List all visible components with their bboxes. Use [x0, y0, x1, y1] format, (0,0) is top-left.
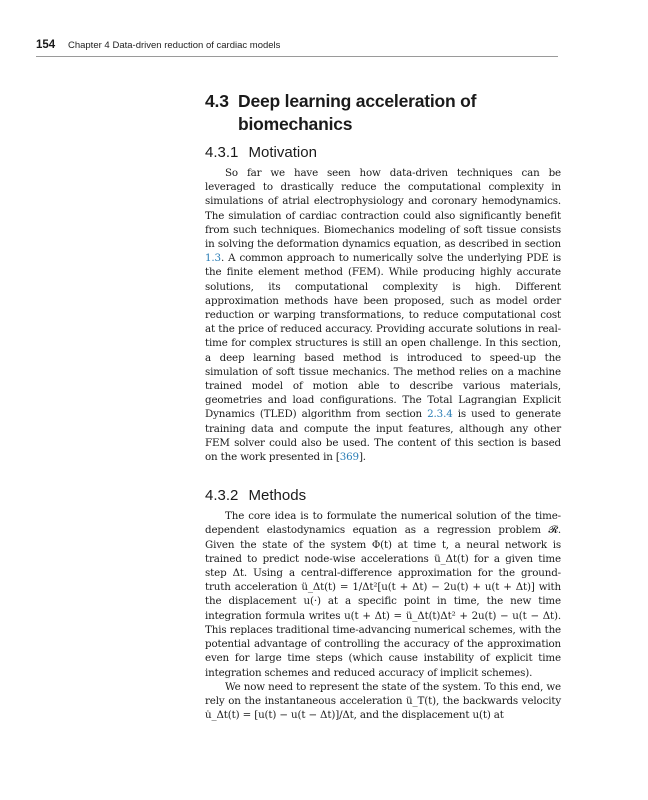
methods-paragraph-1: The core idea is to formulate the numerical solution of the time-dependent elastodynamics equation as a regression problem 𝓡. Given the state of the system Φ(t) at time t, a neural network is trained to predict node-wise accelerations ü_Δt(t) for a given time step Δt. Using a central-difference approximation for the ground-truth acceleration ü_Δt(t) = 1/Δt²[u(t + Δt) − 2u(t) + u(t + Δt)] with the displacement u(·) at a specific point in time, the new time integration formula writes u(t + Δt) = ü_Δt(t)Δt² + 2u(t) − u(t − Δt). This replaces traditional time-advancing numerical schemes, with the potential advantage of controlling the accuracy of the approximation even for large time steps (which cause instability of explicit time integration schemes and reduced accuracy of implicit schemes). — [205, 510, 561, 679]
subsection-heading-motivation — [205, 143, 561, 163]
section-title-line1: Deep learning acceleration of — [238, 91, 477, 111]
subsection-heading-methods — [205, 486, 561, 506]
subsection-number: 4.3.1 — [205, 144, 239, 161]
chapter-title: Data-driven reduction of cardiac models — [112, 40, 281, 51]
motivation-text-d: ]. — [358, 451, 366, 464]
section-title-line2: biomechanics — [238, 114, 353, 134]
motivation-paragraph — [205, 166, 561, 464]
section-reference-link[interactable]: 1.3 — [205, 252, 221, 265]
page-number: 154 — [36, 39, 56, 51]
methods-paragraph-2: We now need to represent the state of the system. To this end, we rely on the instantaneous acceleration ü_T(t), the backwards velocity u̇_Δt(t) = [u(t) − u(t − Δt)]/Δt, and the displacement u(t) at — [205, 680, 561, 722]
text-column — [205, 90, 561, 722]
subsection-number: 4.3.2 — [205, 487, 239, 505]
motivation-text-a: So far we have seen how data-driven techniques can be leveraged to drastically reduce the computational complexity in simulations of atrial electrophysiology and coronary hemodynamics. The simulation of cardiac contraction could also significantly benefit from such techniques. Biomechanics modeling of soft tissue consists in solving the deformation dynamics equation, as described in section — [205, 167, 561, 251]
chapter-label: Chapter 4 — [67, 40, 110, 51]
motivation-text-c: is used to generate training data and compute the input features, although any other FEM solver could also be used. The content of this section is based on the work presented in [ — [205, 408, 561, 464]
motivation-text-b: . A common approach to numerically solve the underlying PDE is the finite element method (FEM). While producing highly accurate solutions, its computational complexity is high. Different approximation methods have been proposed, such as model order reduction or warping transformations, to reduce computational cost at the price of reduced accuracy. Providing accurate solutions in real-time for complex structures is still an open challenge. In this section, a deep learning based method is introduced to speed-up the simulation of soft tissue mechanics. The method relies on a machine trained model of motion able to describe various materials, geometries and load configurations. The Total Lagrangian Explicit Dynamics (TLED) algorithm from section — [205, 252, 561, 421]
running-head — [36, 38, 558, 57]
subsection-title: Motivation — [248, 144, 317, 161]
section-reference-link[interactable]: 2.3.4 — [427, 408, 453, 421]
citation-link[interactable]: 369 — [339, 451, 359, 464]
section-number: 4.3 — [205, 91, 229, 111]
subsection-title: Methods — [248, 487, 307, 505]
section-heading — [205, 90, 561, 136]
